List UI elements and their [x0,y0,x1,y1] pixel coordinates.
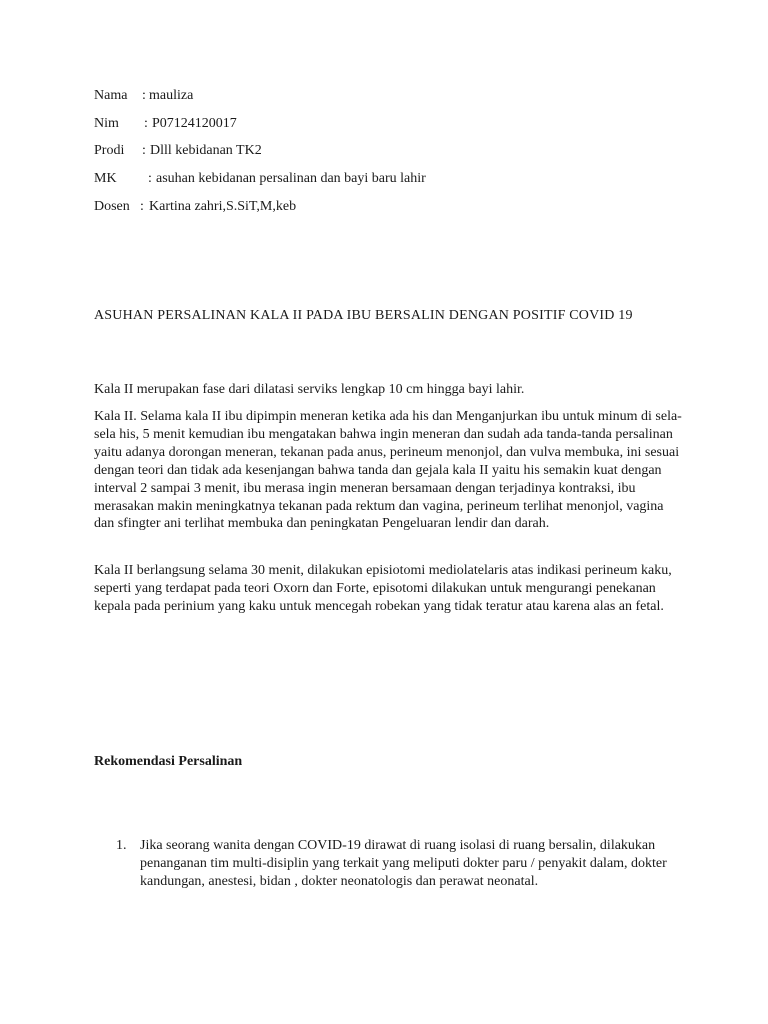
list-item [94,837,684,891]
paragraph: Kala II berlangsung selama 30 menit, dilakukan episiotomi mediolatelaris atas indikasi perineum kaku, seperti yang terdapat pada teori Oxorn dan Forte, episotomi dilakukan untuk mengurangi penekanan kepala pada perinium yang kaku untuk mencegah robekan yang tidak teratur atau karena alas an fetal. [94,563,672,614]
info-separator: : [144,115,148,131]
info-separator: : [142,88,146,103]
info-label: Nim [94,115,119,131]
section-heading: Rekomendasi Persalinan [94,754,243,769]
info-label: Nama [94,88,128,103]
document-title: ASUHAN PERSALINAN KALA II PADA IBU BERSALIN DENGAN POSITIF COVID 19 [94,308,633,323]
info-row-dosen [94,197,694,225]
info-value: Kartina zahri,S.SiT,M,keb [149,198,297,214]
info-value: mauliza [149,88,194,103]
paragraph: Kala II merupakan fase dari dilatasi serviks lengkap 10 cm hingga bayi lahir. [94,382,525,397]
info-value: P07124120017 [152,115,237,131]
recommendation-list [94,837,684,891]
student-info [94,86,694,224]
info-separator: : [148,171,152,187]
info-row-nim [94,114,694,142]
info-separator: : [142,143,146,159]
info-row-nama [94,86,694,114]
info-label: Dosen [94,198,130,214]
list-text: Jika seorang wanita dengan COVID-19 dirawat di ruang isolasi di ruang bersalin, dilakukan penanganan tim multi-disiplin yang terkait yang meliputi dokter paru / penyakit dalam, dokter kandungan, anestesi, bidan , dokter neonatologis dan perawat neonatal. [140,838,667,889]
list-number: 1. [116,838,127,853]
info-row-mk [94,169,694,197]
info-value: asuhan kebidanan persalinan dan bayi baru lahir [156,171,426,187]
info-value: Dlll kebidanan TK2 [150,143,262,159]
info-separator: : [140,198,144,214]
info-label: MK [94,171,117,187]
info-label: Prodi [94,143,125,159]
info-row-prodi [94,141,694,169]
paragraph: Kala II. Selama kala II ibu dipimpin meneran ketika ada his dan Menganjurkan ibu untuk minum di sela-sela his, 5 menit kemudian ibu mengatakan bahwa ingin meneran dan sudah ada tanda-tanda persalinan yaitu adanya dorongan meneran, tekanan pada anus, perineum menonjol, dan vulva membuka, ini sesuai dengan teori dan tidak ada kesenjangan bahwa tanda dan gejala kala II yaitu his semakin kuat dengan interval 2 sampai 3 menit, ibu merasa ingin meneran bersamaan dengan terjadinya kontraksi, ibu merasakan makin meningkatnya tekanan pada rektum dan vagina, perineum terlihat menonjol, vagina dan sfingter ani terlihat membuka dan peningkatan Pengeluaran lendir dan darah. [94,409,682,532]
